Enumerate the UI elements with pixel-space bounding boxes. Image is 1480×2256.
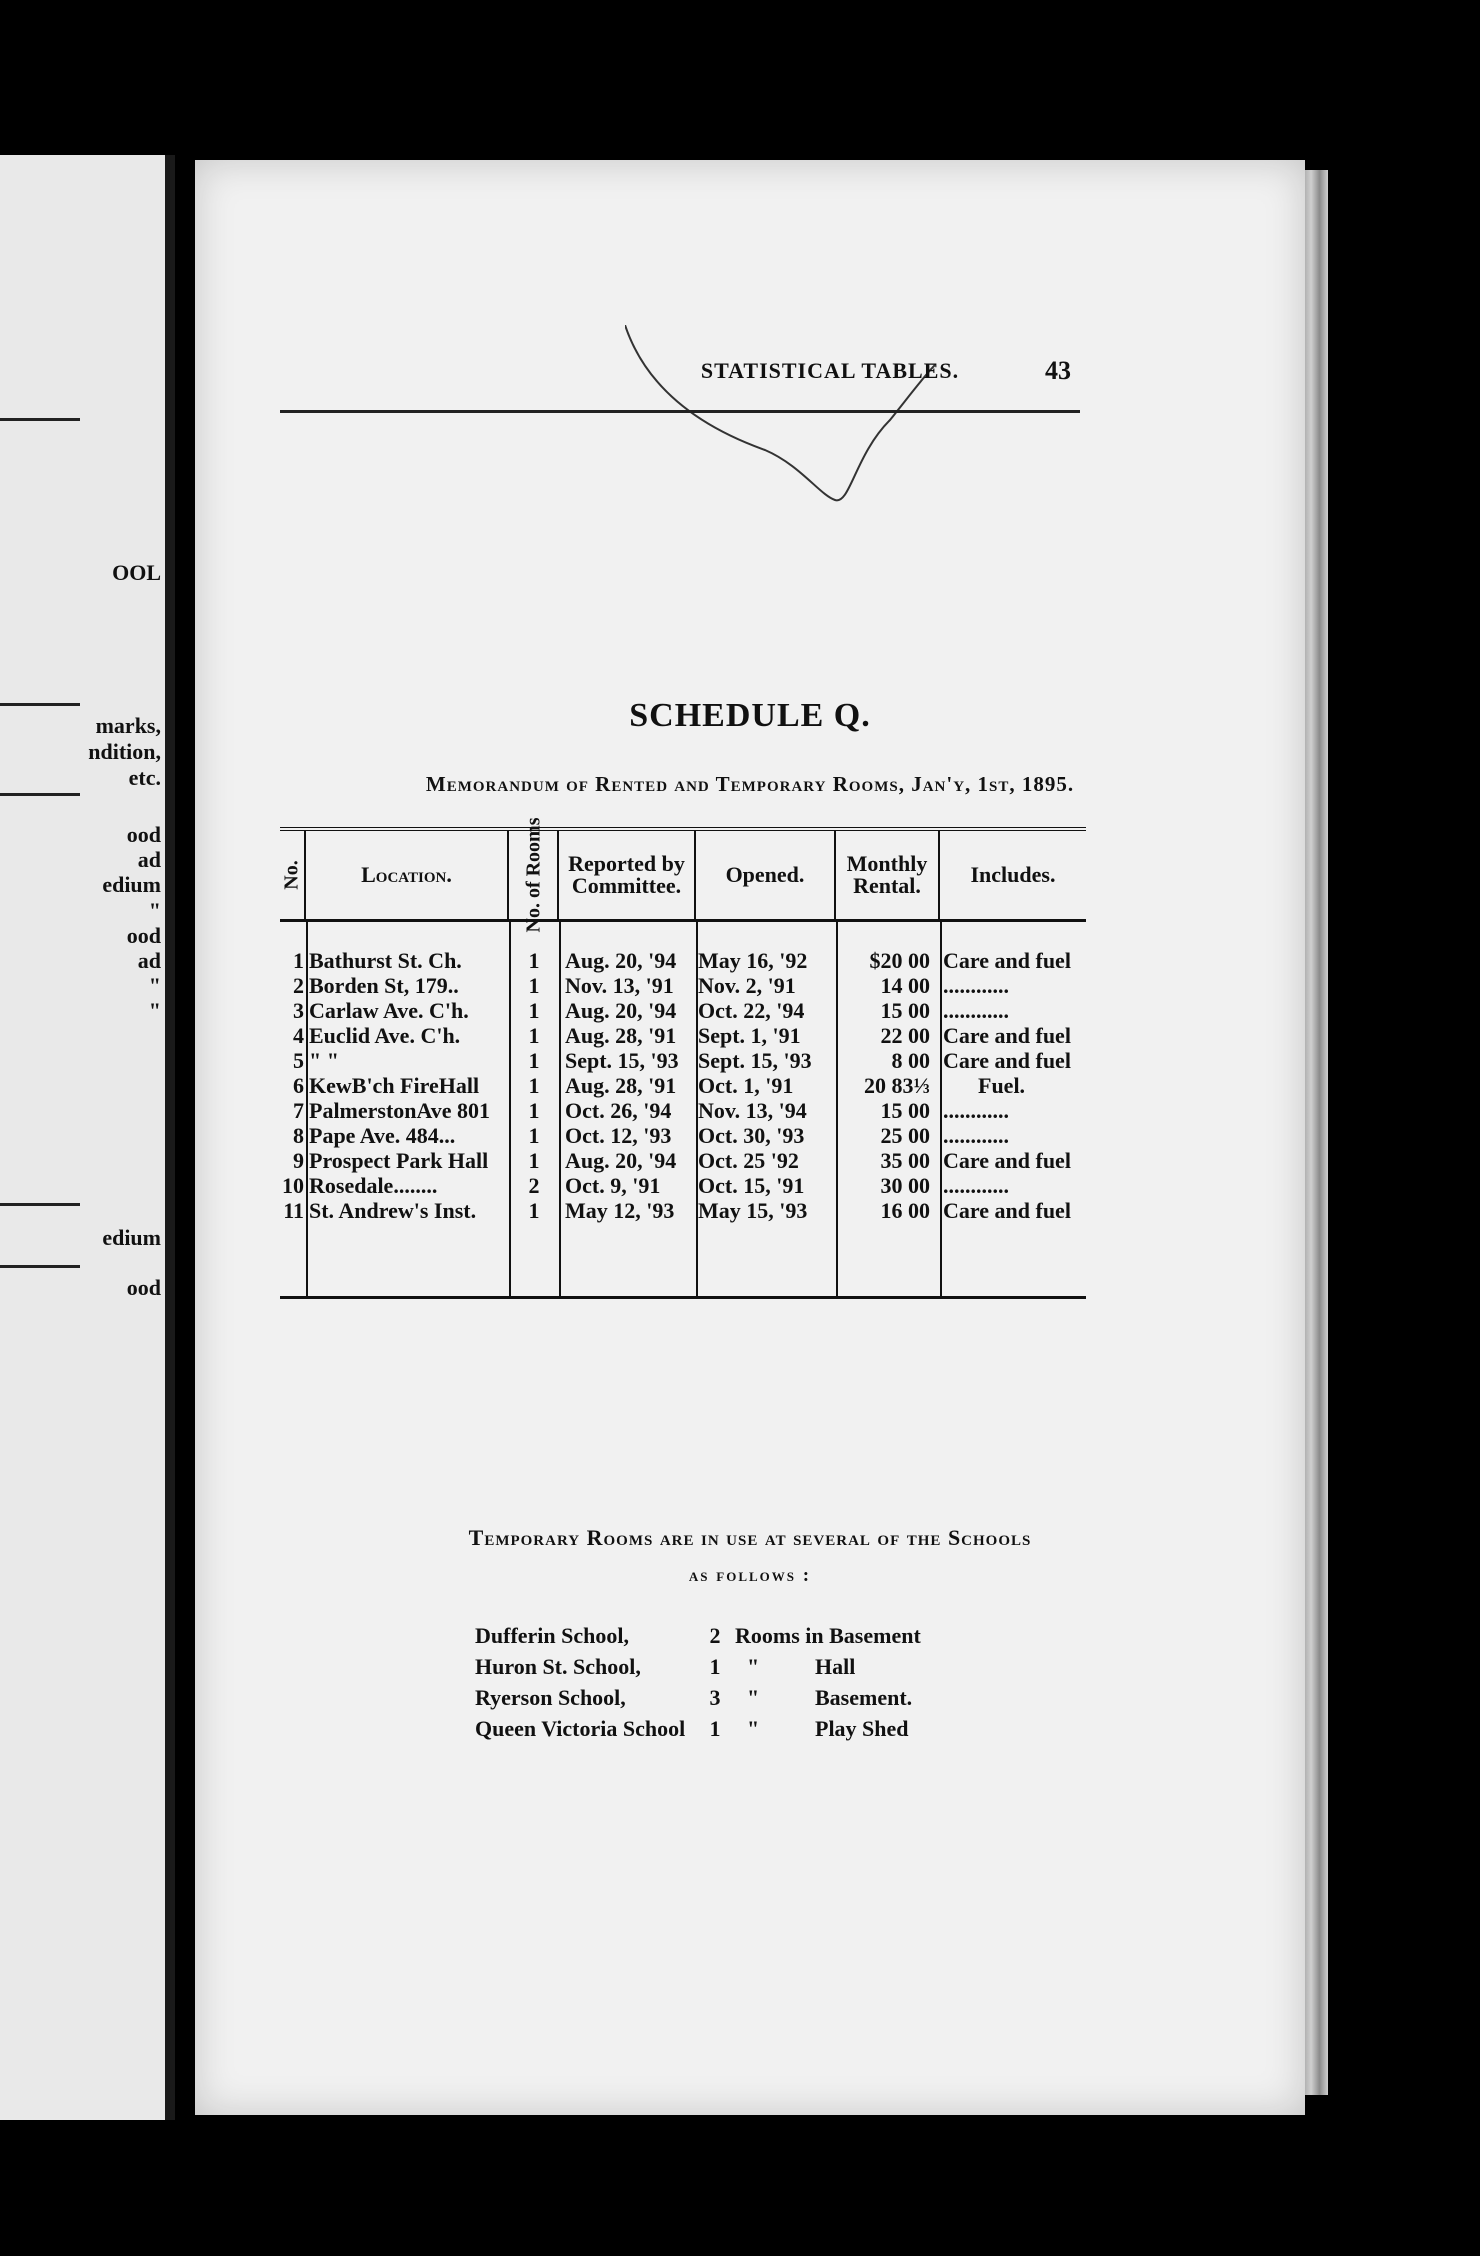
left-fragment: ood bbox=[126, 822, 161, 847]
left-fragment: ood bbox=[126, 923, 161, 948]
cell-rooms: 1 bbox=[528, 948, 540, 973]
cell-includes: Fuel. bbox=[978, 1073, 1026, 1098]
table-header bbox=[280, 817, 1086, 933]
cell-rental: $20 00 bbox=[869, 948, 930, 973]
cell-includes: Care and fuel bbox=[943, 1148, 1071, 1173]
table-row bbox=[280, 1023, 1086, 1048]
table-body bbox=[280, 922, 1086, 1296]
cell-location: Bathurst St. Ch. bbox=[309, 948, 462, 973]
table-row bbox=[280, 1173, 1086, 1198]
temporary-count: 3 bbox=[709, 1685, 721, 1710]
cell-includes: ............ bbox=[943, 1173, 1009, 1198]
cell-opened: Oct. 25 '92 bbox=[698, 1148, 799, 1173]
cell-rooms: 1 bbox=[528, 1098, 540, 1123]
cell-opened: Oct. 22, '94 bbox=[698, 998, 805, 1023]
left-fragment: " bbox=[148, 973, 161, 998]
running-head: STATISTICAL TABLES. bbox=[700, 358, 960, 383]
col-header-no: No. bbox=[280, 831, 306, 919]
cell-rooms: 1 bbox=[528, 1073, 540, 1098]
cell-location: Pape Ave. 484... bbox=[309, 1123, 456, 1148]
paper-crease-line bbox=[625, 325, 935, 525]
left-fragment: ad bbox=[137, 948, 161, 973]
cell-rooms: 1 bbox=[528, 1148, 540, 1173]
cell-rooms: 1 bbox=[528, 1048, 540, 1073]
cell-no: 6 bbox=[293, 1073, 304, 1098]
cell-reported: Aug. 28, '91 bbox=[565, 1023, 677, 1048]
temporary-school: Dufferin School, bbox=[475, 1623, 629, 1648]
cell-reported: Oct. 12, '93 bbox=[565, 1123, 672, 1148]
cell-no: 11 bbox=[283, 1198, 304, 1223]
temporary-school: Ryerson School, bbox=[475, 1685, 626, 1710]
temporary-rooms-list bbox=[475, 1620, 921, 1744]
left-fragment: " bbox=[148, 998, 161, 1023]
cell-includes: ............ bbox=[943, 1123, 1009, 1148]
cell-no: 1 bbox=[293, 948, 304, 973]
temporary-room: Hall bbox=[815, 1654, 856, 1679]
cell-location: Borden St, 179.. bbox=[309, 973, 459, 998]
cell-reported: Oct. 26, '94 bbox=[565, 1098, 672, 1123]
temporary-room: Basement. bbox=[815, 1685, 913, 1710]
page-number: 43 bbox=[1045, 356, 1071, 385]
schedule-memo: Memorandum of Rented and Temporary Rooms, Jan'y, 1st, 1895. bbox=[425, 772, 1075, 796]
cell-location: Rosedale........ bbox=[309, 1173, 438, 1198]
temporary-room-item bbox=[475, 1651, 921, 1682]
left-fragment: ndition, bbox=[88, 739, 161, 764]
cell-reported: Oct. 9, '91 bbox=[565, 1173, 661, 1198]
temporary-room: Rooms in Basement bbox=[735, 1623, 921, 1648]
cell-location: Euclid Ave. C'h. bbox=[309, 1023, 461, 1048]
col-header-rental: Monthly Rental. bbox=[836, 831, 940, 919]
cell-rental: 20 83⅓ bbox=[864, 1073, 930, 1098]
col-header-opened: Opened. bbox=[696, 831, 836, 919]
cell-opened: Nov. 13, '94 bbox=[698, 1098, 807, 1123]
cell-opened: Nov. 2, '91 bbox=[698, 973, 796, 998]
cell-no: 7 bbox=[293, 1098, 304, 1123]
temporary-rooms-title: Temporary Rooms are in use at several of the Schools bbox=[468, 1525, 1032, 1550]
temporary-ditto: " bbox=[747, 1654, 760, 1679]
temporary-rooms-subtitle: as follows : bbox=[688, 1565, 812, 1586]
cell-rental: 8 00 bbox=[891, 1048, 930, 1073]
left-fragment: ood bbox=[126, 1275, 161, 1300]
table-row bbox=[280, 1198, 1086, 1223]
temporary-room-item bbox=[475, 1620, 921, 1651]
temporary-school: Queen Victoria School bbox=[475, 1716, 686, 1741]
cell-rental: 22 00 bbox=[880, 1023, 930, 1048]
cell-opened: Sept. 15, '93 bbox=[698, 1048, 812, 1073]
cell-no: 10 bbox=[282, 1173, 304, 1198]
temporary-room-item bbox=[475, 1713, 921, 1744]
cell-rental: 14 00 bbox=[880, 973, 930, 998]
left-rule bbox=[0, 1265, 80, 1268]
temporary-count: 2 bbox=[709, 1623, 721, 1648]
cell-includes: ............ bbox=[943, 998, 1009, 1023]
cell-rental: 25 00 bbox=[880, 1123, 930, 1148]
cell-includes: Care and fuel bbox=[943, 1048, 1071, 1073]
table-row bbox=[280, 973, 1086, 998]
cell-reported: Aug. 20, '94 bbox=[565, 1148, 677, 1173]
cell-reported: Nov. 13, '91 bbox=[565, 973, 674, 998]
cell-reported: Aug. 28, '91 bbox=[565, 1073, 677, 1098]
cell-rooms: 1 bbox=[528, 1123, 540, 1148]
cell-rooms: 2 bbox=[528, 1173, 540, 1198]
cell-no: 4 bbox=[293, 1023, 304, 1048]
cell-reported: Aug. 20, '94 bbox=[565, 998, 677, 1023]
cell-location: Carlaw Ave. C'h. bbox=[309, 998, 469, 1023]
cell-rooms: 1 bbox=[528, 1023, 540, 1048]
left-fragment: " bbox=[148, 898, 161, 923]
rented-rooms-table bbox=[280, 817, 1086, 1299]
cell-includes: Care and fuel bbox=[943, 948, 1071, 973]
cell-no: 9 bbox=[293, 1148, 304, 1173]
cell-opened: Oct. 15, '91 bbox=[698, 1173, 805, 1198]
cell-location: Prospect Park Hall bbox=[309, 1148, 489, 1173]
cell-location: KewB'ch FireHall bbox=[309, 1073, 480, 1098]
cell-no: 2 bbox=[293, 973, 304, 998]
cell-location: " " bbox=[309, 1048, 339, 1073]
cell-rooms: 1 bbox=[528, 998, 540, 1023]
cell-location: PalmerstonAve 801 bbox=[309, 1098, 491, 1123]
temporary-count: 1 bbox=[709, 1716, 721, 1741]
cell-rooms: 1 bbox=[528, 1198, 540, 1223]
table-row bbox=[280, 948, 1086, 973]
table-rows bbox=[280, 948, 1086, 1223]
left-fragment: edium bbox=[102, 872, 161, 897]
cell-reported: Sept. 15, '93 bbox=[565, 1048, 679, 1073]
temporary-school: Huron St. School, bbox=[475, 1654, 641, 1679]
table-row bbox=[280, 1048, 1086, 1073]
col-header-location: Location. bbox=[306, 831, 509, 919]
cell-no: 3 bbox=[293, 998, 304, 1023]
left-rule bbox=[0, 793, 80, 796]
left-fragment: marks, bbox=[95, 713, 161, 738]
left-rule bbox=[0, 1203, 80, 1206]
col-header-includes: Includes. bbox=[970, 862, 1056, 887]
cell-includes: Care and fuel bbox=[943, 1023, 1071, 1048]
temporary-count: 1 bbox=[709, 1654, 721, 1679]
cell-reported: Aug. 20, '94 bbox=[565, 948, 677, 973]
col-header-rooms: No. of Rooms bbox=[509, 831, 559, 919]
cell-rental: 15 00 bbox=[880, 1098, 930, 1123]
cell-rental: 16 00 bbox=[880, 1198, 930, 1223]
header-rule bbox=[280, 410, 1080, 413]
table-row bbox=[280, 1073, 1086, 1098]
schedule-title: SCHEDULE Q. bbox=[629, 697, 871, 734]
table-row bbox=[280, 1123, 1086, 1148]
temporary-ditto: " bbox=[747, 1716, 760, 1741]
cell-rental: 35 00 bbox=[880, 1148, 930, 1173]
left-rule bbox=[0, 418, 80, 421]
cell-opened: May 16, '92 bbox=[698, 948, 808, 973]
cell-opened: May 15, '93 bbox=[698, 1198, 808, 1223]
book-page bbox=[195, 160, 1305, 2115]
cell-rooms: 1 bbox=[528, 973, 540, 998]
cell-includes: ............ bbox=[943, 973, 1009, 998]
cell-opened: Oct. 1, '91 bbox=[698, 1073, 794, 1098]
cell-rental: 15 00 bbox=[880, 998, 930, 1023]
cell-no: 5 bbox=[293, 1048, 304, 1073]
left-fragment: etc. bbox=[128, 765, 161, 790]
left-fragment: ad bbox=[137, 847, 161, 872]
temporary-room: Play Shed bbox=[815, 1716, 909, 1741]
table-row bbox=[280, 1148, 1086, 1173]
cell-includes: Care and fuel bbox=[943, 1198, 1071, 1223]
temporary-ditto: " bbox=[747, 1685, 760, 1710]
left-page-fragment bbox=[0, 155, 175, 2120]
cell-reported: May 12, '93 bbox=[565, 1198, 675, 1223]
left-fragment: OOL bbox=[112, 560, 161, 585]
cell-opened: Sept. 1, '91 bbox=[698, 1023, 801, 1048]
cell-rental: 30 00 bbox=[880, 1173, 930, 1198]
left-fragment: edium bbox=[102, 1225, 161, 1250]
col-header-reported: Reported by Committee. bbox=[559, 831, 696, 919]
table-row bbox=[280, 998, 1086, 1023]
table-row bbox=[280, 1098, 1086, 1123]
temporary-room-item bbox=[475, 1682, 921, 1713]
cell-opened: Oct. 30, '93 bbox=[698, 1123, 805, 1148]
cell-includes: ............ bbox=[943, 1098, 1009, 1123]
left-rule bbox=[0, 703, 80, 706]
cell-no: 8 bbox=[293, 1123, 304, 1148]
cell-location: St. Andrew's Inst. bbox=[309, 1198, 477, 1223]
